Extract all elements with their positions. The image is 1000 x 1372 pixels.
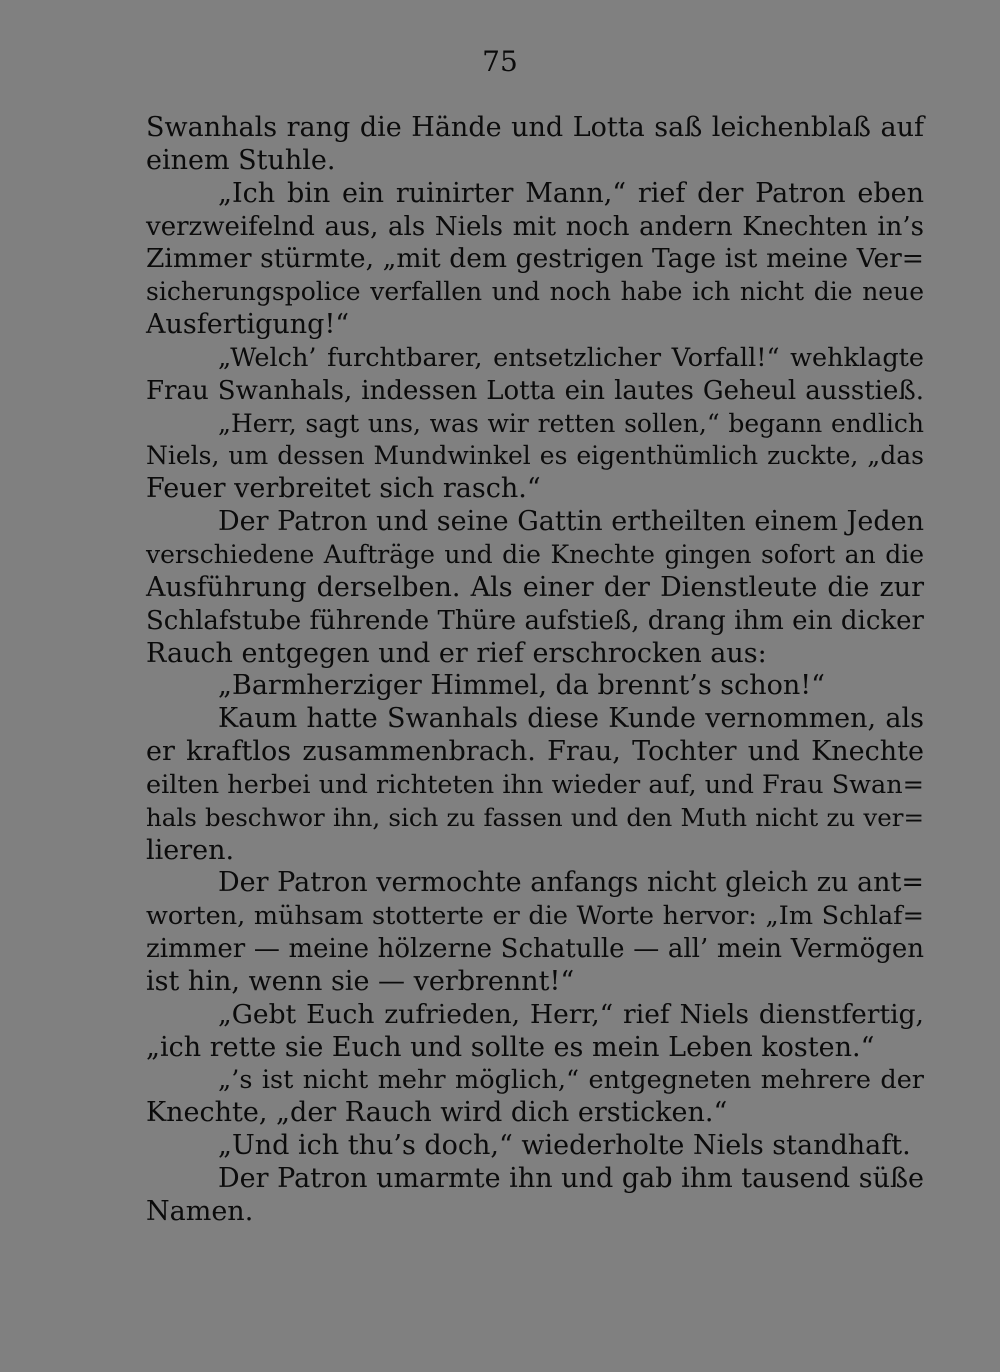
text-line: Ausführung derselben. Als einer der Dienstleute die zur (146, 571, 924, 603)
text-line: „Und ich thu’s doch,“ wiederholte Niels standhaft. (218, 1130, 911, 1162)
page-text (146, 112, 924, 1229)
text-line: lieren. (146, 834, 235, 866)
text-line: Der Patron vermochte anfangs nicht gleich zu ant= (218, 867, 924, 899)
page-number: 75 (482, 45, 518, 78)
text-line: „Welch’ furchtbarer, entsetzlicher Vorfall!“ wehklagte (218, 342, 924, 373)
text-line: Rauch entgegen und er rief erschrocken aus: (146, 637, 767, 669)
text-line: einem Stuhle. (146, 144, 336, 176)
text-line: zimmer — meine hölzerne Schatulle — all’ mein Vermögen (146, 934, 924, 965)
text-line: hals beschwor ihn, sich zu fassen und den Muth nicht zu ver= (146, 802, 924, 832)
text-line: er kraftlos zusammenbrach. Frau, Tochter und Knechte (146, 736, 924, 768)
text-line: Niels, um dessen Mundwinkel es eigenthümlich zuckte, „das (146, 441, 924, 471)
text-line: „Gebt Euch zufrieden, Herr,“ rief Niels dienstfertig, (218, 998, 924, 1030)
text-line: verzweifelnd aus, als Niels mit noch andern Knechten in’s (146, 211, 924, 242)
text-line: Swanhals rang die Hände und Lotta saß leichenblaß auf (146, 112, 924, 143)
text-line: sicherungspolice verfallen und noch habe ich nicht die neue (146, 277, 924, 307)
text-line: Zimmer stürmte, „mit dem gestrigen Tage ist meine Ver= (146, 243, 924, 275)
text-line: „ich rette sie Euch und sollte es mein Leben kosten.“ (146, 1031, 875, 1063)
text-line: Der Patron umarmte ihn und gab ihm tausend süße (218, 1163, 924, 1194)
text-line: verschiedene Aufträge und die Knechte gingen sofort an die (146, 539, 924, 569)
text-line: eilten herbei und richteten ihn wieder auf, und Frau Swan= (146, 769, 924, 800)
text-line: Ausfertigung!“ (146, 309, 350, 341)
text-line: „Herr, sagt uns, was wir retten sollen,“ begann endlich (218, 408, 924, 438)
text-line: „’s ist nicht mehr möglich,“ entgegneten mehrere der (218, 1065, 924, 1096)
text-line: Kaum hatte Swanhals diese Kunde vernommen, als (218, 703, 924, 735)
text-line: „Ich bin ein ruinirter Mann,“ rief der Patron eben (218, 177, 924, 209)
text-line: Knechte, „der Rauch wird dich ersticken.“ (146, 1097, 728, 1129)
text-line: Schlafstube führende Thüre aufstieß, drang ihm ein dicker (146, 605, 924, 636)
text-line: worten, mühsam stotterte er die Worte hervor: „Im Schlaf= (146, 901, 924, 932)
text-line: ist hin, wenn sie — verbrennt!“ (146, 965, 575, 997)
text-line: Frau Swanhals, indessen Lotta ein lautes Geheul ausstieß. (146, 375, 924, 406)
text-line: Der Patron und seine Gattin ertheilten einem Jeden (218, 506, 924, 538)
text-line: „Barmherziger Himmel, da brennt’s schon!“ (218, 670, 825, 702)
text-line: Feuer verbreitet sich rasch.“ (146, 473, 541, 505)
text-line: Namen. (146, 1195, 254, 1227)
